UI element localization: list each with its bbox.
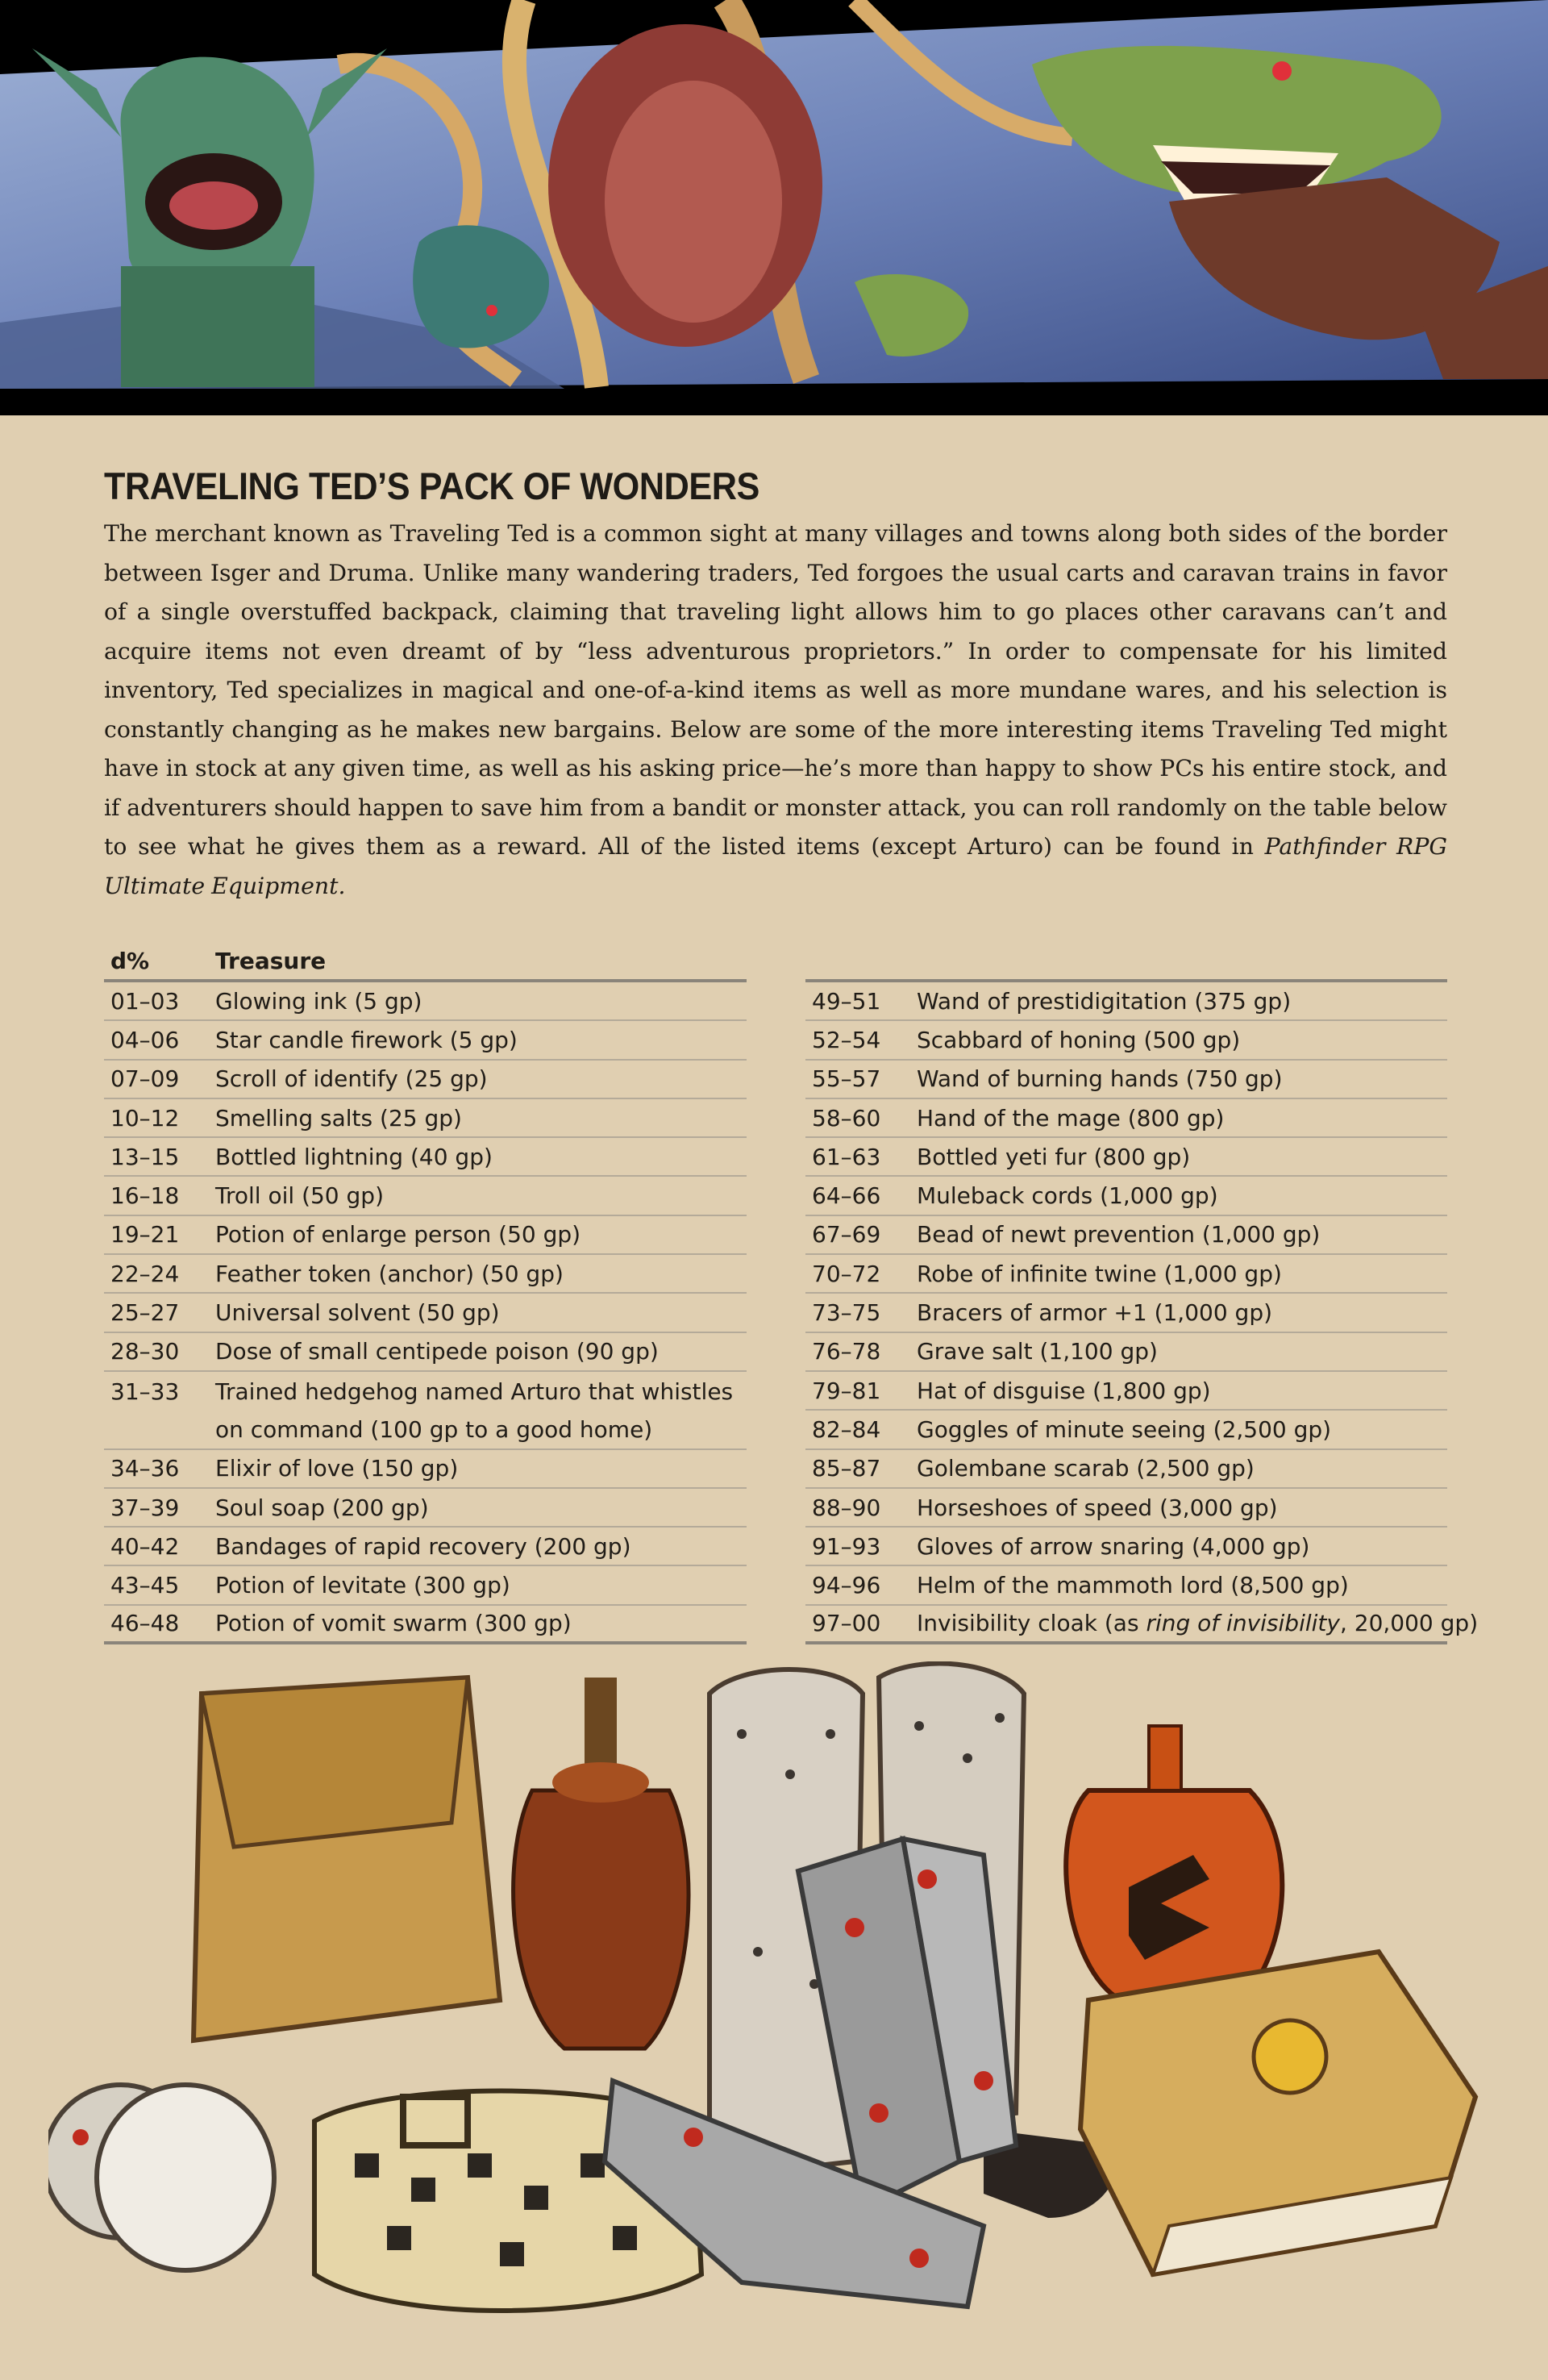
- item-name: Bottled yeti fur: [917, 1143, 1087, 1170]
- item-price: (2,500 gp): [1129, 1455, 1255, 1482]
- source-book: Pathfinder RPG Ultimate Equipment.: [104, 833, 1447, 899]
- item-price: (2,500 gp): [1205, 1415, 1332, 1443]
- item-name: Bottled lightning: [215, 1143, 404, 1170]
- item-price: (25 gp): [372, 1104, 462, 1132]
- table-row: [805, 982, 1447, 1021]
- treasure-cell: [215, 1221, 747, 1248]
- item-name: on command: [215, 1415, 364, 1443]
- item-name: Star candle firework: [215, 1026, 443, 1053]
- item-price: (25 gp): [397, 1065, 488, 1093]
- table-row: [104, 1372, 747, 1411]
- item-name: Smelling salts: [215, 1104, 373, 1132]
- item-name: Muleback cords: [917, 1182, 1093, 1210]
- treasure-cell: [215, 1533, 747, 1560]
- item-price: (1,000 gp): [1092, 1182, 1218, 1210]
- item-price: (4,000 gp): [1184, 1532, 1310, 1560]
- treasure-cell: [215, 1105, 747, 1132]
- item-price: (8,500 gp): [1223, 1572, 1349, 1599]
- intro-text: The merchant known as Traveling Ted is a common sight at many villages and towns along both sides of the border between Isger and Druma. Unlike many wandering traders, Ted forgoes the usual carts and caravan trains in favor of a single overstuffed backpack, claiming that traveling light allows him to go places other caravans can’t and acquire items not even dreamt of by “less adventurous proprietors.” In order to compensate for his limited inventory, Ted specializes in magical and one-of-a-kind items as well as more mundane wares, and his selection is constantly changing as he makes new bargains. Below are some of the more interesting items Traveling Ted might have in stock at any given time, as well as his asking price—he’s more than happy to show PCs his entire stock, and if adventurers should happen to save him from a bandit or monster attack, you can roll randomly on the table below to see what he gives them as a reward. All of the listed items (except Arturo) can be found in: [104, 520, 1447, 860]
- item-price-ref: ring of invisibility: [1146, 1610, 1340, 1637]
- roll-range: 61–63: [812, 1143, 881, 1170]
- table-row: [805, 1528, 1447, 1566]
- table-header-rule: [805, 944, 1447, 982]
- table-row: [104, 1606, 747, 1644]
- treasure-cell: [215, 1572, 747, 1598]
- table-row: [104, 1566, 747, 1605]
- treasure-cell: [917, 1182, 1447, 1209]
- item-name: Bead of newt prevention: [917, 1221, 1195, 1248]
- item-name: Scabbard of honing: [917, 1026, 1137, 1053]
- treasure-cell: [215, 1455, 747, 1482]
- table-row: [104, 1138, 747, 1177]
- item-price: (3,000 gp): [1152, 1494, 1278, 1521]
- roll-range: 91–93: [812, 1532, 881, 1560]
- treasure-cell: [917, 1261, 1447, 1287]
- treasure-cell: [917, 1065, 1447, 1092]
- table-row: [805, 1294, 1447, 1332]
- table-row: [104, 1411, 747, 1449]
- item-price: (as: [1096, 1610, 1146, 1637]
- treasure-cell: [215, 1261, 747, 1287]
- item-name: Helm of the mammoth lord: [917, 1572, 1224, 1599]
- roll-range: 07–09: [110, 1065, 180, 1093]
- item-price: (300 gp): [406, 1572, 510, 1599]
- table-row: [805, 1566, 1447, 1605]
- item-price: (1,800 gp): [1085, 1377, 1211, 1404]
- item-name: Elixir of love: [215, 1455, 355, 1482]
- item-name: Troll oil: [215, 1182, 295, 1210]
- item-price: (750 gp): [1178, 1065, 1283, 1093]
- treasure-cell: [215, 1494, 747, 1521]
- treasure-cell: [215, 1144, 747, 1170]
- treasure-cell: [917, 1144, 1447, 1170]
- item-price: (150 gp): [354, 1455, 459, 1482]
- table-header: [104, 944, 747, 982]
- item-name: Soul soap: [215, 1494, 325, 1521]
- table-row: [104, 1021, 747, 1060]
- table-row: [104, 1489, 747, 1528]
- item-price: (800 gp): [1086, 1143, 1191, 1170]
- roll-range: 79–81: [812, 1377, 881, 1404]
- item-price: (1,000 gp): [1146, 1299, 1273, 1327]
- table-row: [104, 1177, 747, 1215]
- treasure-cell: [917, 1027, 1447, 1053]
- item-name: Hand of the mage: [917, 1104, 1121, 1132]
- treasure-cell: [215, 988, 747, 1015]
- treasure-cell: [215, 1338, 747, 1365]
- item-name: Bracers of armor +1: [917, 1299, 1147, 1327]
- item-name: Bandages of rapid recovery: [215, 1532, 527, 1560]
- treasure-items-illustration: [48, 1661, 1500, 2355]
- item-name: Invisibility cloak: [917, 1610, 1097, 1637]
- roll-range: 73–75: [812, 1299, 881, 1327]
- treasure-cell: [215, 1378, 747, 1405]
- treasure-table-left: [104, 944, 747, 1644]
- treasure-cell: [917, 988, 1447, 1015]
- goblin-banner-illustration: [0, 0, 1548, 415]
- roll-range: 52–54: [812, 1026, 881, 1053]
- roll-range: 43–45: [110, 1572, 180, 1599]
- item-name: Potion of vomit swarm: [215, 1610, 468, 1637]
- treasure-cell: [917, 1610, 1478, 1636]
- table-row: [104, 1333, 747, 1372]
- item-price: (375 gp): [1187, 987, 1292, 1015]
- roll-range: 22–24: [110, 1260, 180, 1287]
- item-name: Potion of levitate: [215, 1572, 407, 1599]
- item-name: Potion of enlarge person: [215, 1221, 492, 1248]
- item-price: (50 gp): [474, 1260, 564, 1287]
- roll-range: 31–33: [110, 1378, 180, 1405]
- roll-range: 76–78: [812, 1338, 881, 1365]
- roll-range: 55–57: [812, 1065, 881, 1093]
- item-price: (50 gp): [410, 1299, 500, 1327]
- roll-range: 37–39: [110, 1494, 180, 1521]
- item-price: (100 gp to a good home): [363, 1415, 653, 1443]
- treasure-cell: [917, 1105, 1447, 1132]
- table-row: [805, 1489, 1447, 1528]
- article: [104, 464, 1447, 928]
- item-price: (50 gp): [491, 1221, 581, 1248]
- item-price-tail: , 20,000 gp): [1339, 1610, 1479, 1637]
- item-name: Grave salt: [917, 1338, 1033, 1365]
- table-row: [104, 1216, 747, 1255]
- treasure-cell: [215, 1610, 747, 1636]
- item-name: Wand of burning hands: [917, 1065, 1179, 1093]
- item-price: (1,100 gp): [1032, 1338, 1158, 1365]
- treasure-cell: [215, 1182, 747, 1209]
- treasure-cell: [917, 1416, 1447, 1443]
- item-name: Universal solvent: [215, 1299, 410, 1327]
- item-name: Golembane scarab: [917, 1455, 1130, 1482]
- roll-range: 58–60: [812, 1104, 881, 1132]
- treasure-cell: [917, 1455, 1447, 1482]
- table-row: [805, 1138, 1447, 1177]
- treasure-cell: [917, 1494, 1447, 1521]
- item-price: (1,000 gp): [1194, 1221, 1321, 1248]
- item-price: (50 gp): [294, 1182, 384, 1210]
- treasure-cell: [917, 1533, 1447, 1560]
- roll-range: 97–00: [812, 1610, 881, 1637]
- table-row: [805, 1216, 1447, 1255]
- table-row: [104, 1099, 747, 1138]
- roll-range: 25–27: [110, 1299, 180, 1327]
- table-row: [805, 1606, 1479, 1644]
- item-name: Goggles of minute seeing: [917, 1415, 1206, 1443]
- item-price: (40 gp): [403, 1143, 493, 1170]
- table-row: [805, 1333, 1447, 1372]
- table-row: [805, 1177, 1447, 1215]
- roll-range: 82–84: [812, 1415, 881, 1443]
- roll-range: 10–12: [110, 1104, 180, 1132]
- item-price: (90 gp): [568, 1338, 659, 1365]
- item-price: (800 gp): [1120, 1104, 1225, 1132]
- table-row: [104, 982, 747, 1021]
- treasure-cell: [917, 1572, 1447, 1598]
- table-row: [805, 1450, 1447, 1489]
- table-row: [104, 1528, 747, 1566]
- item-price: (300 gp): [468, 1610, 572, 1637]
- table-row: [805, 1021, 1447, 1060]
- treasure-cell: [215, 1416, 747, 1443]
- roll-range: 94–96: [812, 1572, 881, 1599]
- item-name: Trained hedgehog named Arturo that whistles: [215, 1378, 734, 1405]
- header-treasure: Treasure: [215, 948, 327, 974]
- roll-range: 40–42: [110, 1532, 180, 1560]
- item-name: Horseshoes of speed: [917, 1494, 1153, 1521]
- roll-range: 16–18: [110, 1182, 180, 1210]
- item-price: (5 gp): [347, 987, 422, 1015]
- roll-range: 85–87: [812, 1455, 881, 1482]
- treasure-cell: [215, 1065, 747, 1092]
- table-row: [805, 1372, 1447, 1411]
- article-intro: [104, 515, 1447, 906]
- roll-range: 88–90: [812, 1494, 881, 1521]
- treasure-cell: [215, 1299, 747, 1326]
- table-row: [805, 1255, 1447, 1294]
- table-row: [805, 1061, 1447, 1099]
- treasure-cell: [917, 1299, 1447, 1326]
- roll-range: 67–69: [812, 1221, 881, 1248]
- item-name: Dose of small centipede poison: [215, 1338, 569, 1365]
- roll-range: 49–51: [812, 987, 881, 1015]
- article-title: TRAVELING TED’S PACK OF WONDERS: [104, 465, 759, 507]
- roll-range: 01–03: [110, 987, 180, 1015]
- item-name: Wand of prestidigitation: [917, 987, 1188, 1015]
- table-row: [104, 1061, 747, 1099]
- table-row: [104, 1450, 747, 1489]
- item-name: Hat of disguise: [917, 1377, 1086, 1404]
- roll-range: 28–30: [110, 1338, 180, 1365]
- item-name: Gloves of arrow snaring: [917, 1532, 1185, 1560]
- item-name: Feather token (anchor): [215, 1260, 475, 1287]
- roll-range: 19–21: [110, 1221, 180, 1248]
- roll-range: 13–15: [110, 1143, 180, 1170]
- treasure-cell: [917, 1338, 1447, 1365]
- roll-range: 04–06: [110, 1026, 180, 1053]
- table-row: [104, 1255, 747, 1294]
- table-row: [805, 1099, 1447, 1138]
- table-row: [104, 1294, 747, 1332]
- item-name: Robe of infinite twine: [917, 1260, 1157, 1287]
- roll-range: 46–48: [110, 1610, 180, 1637]
- treasure-cell: [917, 1221, 1447, 1248]
- item-name: Glowing ink: [215, 987, 347, 1015]
- header-roll: d%: [110, 948, 150, 974]
- item-price: (200 gp): [324, 1494, 429, 1521]
- treasure-cell: [215, 1027, 747, 1053]
- treasure-table-right: [805, 944, 1479, 1644]
- item-price: (500 gp): [1136, 1026, 1241, 1053]
- item-price: (5 gp): [442, 1026, 518, 1053]
- roll-range: 70–72: [812, 1260, 881, 1287]
- roll-range: 34–36: [110, 1455, 180, 1482]
- item-name: Scroll of identify: [215, 1065, 398, 1093]
- item-price: (1,000 gp): [1156, 1260, 1282, 1287]
- item-price: (200 gp): [526, 1532, 631, 1560]
- roll-range: 64–66: [812, 1182, 881, 1210]
- treasure-cell: [917, 1378, 1447, 1404]
- table-row: [805, 1411, 1447, 1449]
